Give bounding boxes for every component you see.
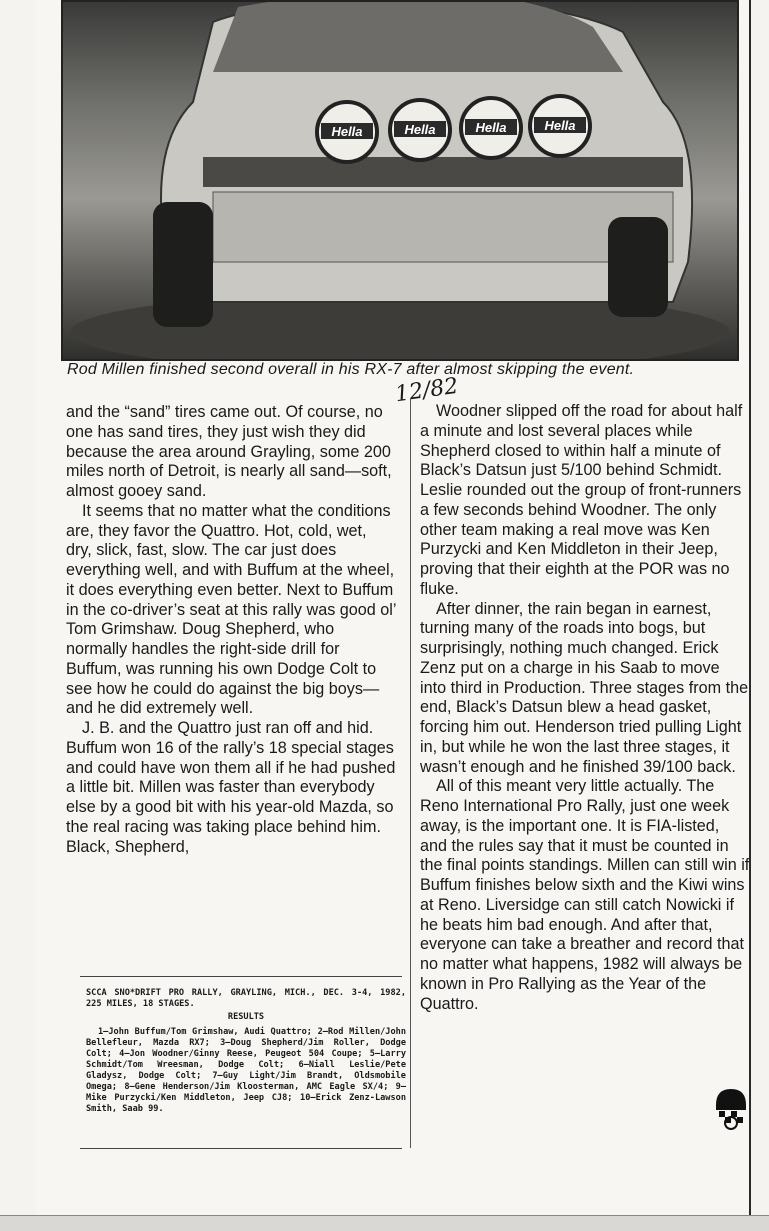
results-top-rule <box>80 976 402 977</box>
results-header: SCCA SNO*DRIFT PRO RALLY, GRAYLING, MICH., DEC. 3-4, 1982, 225 MILES, 18 STAGES. <box>86 988 406 1009</box>
rally-car-photo <box>61 0 739 361</box>
lamp-brand-label: Hella <box>544 118 576 133</box>
paragraph: It seems that no matter what the conditions are, they favor the Quattro. Hot, cold, wet, dry, slick, fast, slow. The car just does everything well, and with Buffum at the wheel, it does everything even better. Next to Buffum in the co-driver’s seat at this rally was good ol’ Tom Grimshaw. Doug Shepherd, who normally handles the right-side drill for Buffum, was running his own Dodge Colt to see how he could do against the big boys—and he did extremely well. <box>66 501 396 718</box>
results-list: 1—John Buffum/Tom Grimshaw, Audi Quattro; 2—Rod Millen/John Bellefleur, Mazda RX7; 3—Doug Shepherd/Jim Roller, Dodge Colt; 4—Jon Woodner/Ginny Reese, Peugeot 504 Coupe; 5—Larry Schmidt/Tom Wreesman, Dodge Colt; 6—Niall Leslie/Pete Gladysz, Dodge Colt; 7—Guy Light/Jim Brandt, Oldsmobile Omega; 8—Gene Henderson/Jim Kloosterman, AMC Eagle SX/4; 9—Mike Purzycki/Ken Middleton, Jeep CJ8; 10—Erick Zenz-Lawson Smith, Saab 99. <box>86 1027 406 1114</box>
column-divider <box>410 398 411 1148</box>
scanner-bottom-edge <box>0 1215 769 1231</box>
paragraph: and the “sand” tires came out. Of course, no one has sand tires, they just wish they did because the area around Grayling, some 200 miles north of Detroit, is nearly all sand—soft, almost gooey sand. <box>66 403 392 500</box>
paragraph: J. B. and the Quattro just ran off and hid. Buffum won 16 of the rally’s 18 special stages and could have won them all if he had pushed a little bit. Millen was faster than everybody else by a good bit with his year-old Mazda, so the real racing was taking place behind him. Black, Shepherd, <box>66 719 396 856</box>
paragraph: Woodner slipped off the road for about half a minute and lost several places while Shepherd closed to within half a minute of Black’s Datsun just 5/100 behind Schmidt. Leslie rounded out the group of front-runners a few seconds behind Woodner. The only other team making a real move was Ken Purzycki and Ken Middleton in their Jeep, proving that their eighth at the POR was no fluke. <box>420 402 743 598</box>
paragraph: All of this meant very little actually. The Reno International Pro Rally, just one week away, is the important one. It is FIA-listed, and the rules say that it must be counted in the final points standings. Millen can still win if Buffum finishes below sixth and the Kiwi wins at Reno. Liversidge can still catch Nowicki if he beats him bad enough. And after that, everyone can take a breather and record that no matter what happens, 1982 will always be known in Pro Rallying as the Year of the Quattro. <box>420 777 750 1013</box>
lamp-brand-label: Hella <box>331 124 363 139</box>
results-box <box>86 988 406 1115</box>
lamp-brand-label: Hella <box>475 120 507 135</box>
lamp-brand-label: Hella <box>404 122 436 137</box>
photo-caption: Rod Millen finished second overall in his RX-7 after almost skipping the event. <box>67 361 635 378</box>
results-bottom-rule <box>80 1148 402 1149</box>
paragraph: After dinner, the rain began in earnest, turning many of the roads into bogs, but surprisingly, nothing much changed. Erick Zenz put on a charge in his Saab to move into third in Production. Three stages from the end, Black’s Datsun blew a head gasket, forcing him out. Henderson tried pulling Light in, but while he won the last three stages, it wasn’t enough and he finished 39/100 back. <box>420 599 749 776</box>
article-column-right <box>420 402 750 1014</box>
handwritten-date-note: 12/82 <box>393 373 460 408</box>
article-column-left <box>66 403 396 857</box>
results-title: RESULTS <box>227 1012 265 1022</box>
end-of-article-icon <box>710 1085 752 1133</box>
